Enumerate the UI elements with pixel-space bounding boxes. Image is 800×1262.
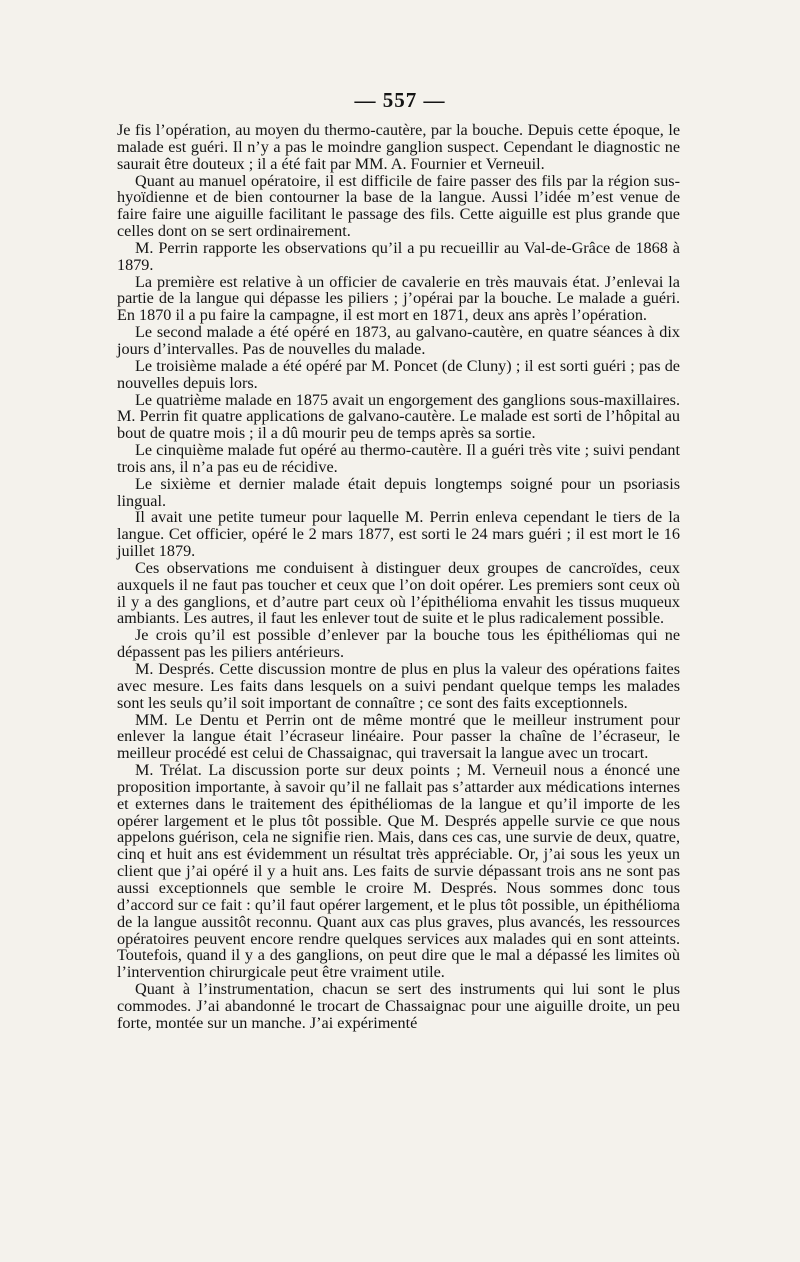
paragraph: Je fis l’opération, au moyen du thermo-cautère, par la bouche. Depuis cette époque, le malade est guéri. Il n’y a pas le moindre ganglion suspect. Cependant le diagnostic ne saurait être douteux ; il a été fait par MM. A. Fournier et Verneuil. <box>117 121 680 173</box>
paragraph: Il avait une petite tumeur pour laquelle M. Perrin enleva cependant le tiers de la langue. Cet officier, opéré le 2 mars 1877, est sorti le 24 mars guéri ; il est mort le 16 juillet 1879. <box>117 508 680 561</box>
paragraph: Le cinquième malade fut opéré au thermo-cautère. Il a guéri très vite ; suivi pendant trois ans, il n’a pas eu de récidive. <box>117 441 680 476</box>
paragraph: Quant à l’instrumentation, chacun se sert des instruments qui lui sont le plus commodes. J’ai abandonné le trocart de Chassaignac pour une aiguille droite, un peu forte, montée sur un manche. J’ai expérimenté <box>117 980 680 1032</box>
paragraph: Je crois qu’il est possible d’enlever par la bouche tous les épithéliomas qui ne dépassent pas les piliers antérieurs. <box>117 626 680 662</box>
paragraph: M. Perrin rapporte les observations qu’il a pu recueillir au Val-de-Grâce de 1868 à 1879. <box>117 238 680 274</box>
paragraph: Le second malade a été opéré en 1873, au galvano-cautère, en quatre séances à dix jours d’intervalles. Pas de nouvelles du malade. <box>117 323 680 358</box>
paragraph: Ces observations me conduisent à distinguer deux groupes de cancroïdes, ceux auxquels il ne faut pas toucher et ceux que l’on doit opérer. Les premiers sont ceux où il y a des ganglions, et d’autre part ceux où l’épithélioma envahit les tissus muqueux ambiants. Les autres, il faut les enlever tout de suite et le plus radicalement possible. <box>117 558 680 628</box>
paragraph: Le troisième malade a été opéré par M. Poncet (de Cluny) ; il est sorti guéri ; pas de nouvelles depuis lors. <box>117 356 680 392</box>
body-text <box>117 122 680 1032</box>
paragraph: Le sixième et dernier malade était depuis longtemps soigné pour un psoriasis lingual. <box>117 474 680 510</box>
paragraph: La première est relative à un officier de cavalerie en très mauvais état. J’enlevai la partie de la langue qui dépasse les piliers ; j’opérai par la bouche. Le malade a guéri. En 1870 il a pu faire la campagne, il est mort en 1871, deux ans après l’opération. <box>117 272 680 325</box>
paragraph: MM. Le Dentu et Perrin ont de même montré que le meilleur instrument pour enlever la langue était l’écraseur linéaire. Pour passer la chaîne de l’écraseur, le meilleur procédé est celui de Chassaignac, qui traversait la langue avec un trocart. <box>117 710 680 763</box>
page-number: — 557 — <box>354 88 446 112</box>
paragraph: M. Trélat. La discussion porte sur deux points ; M. Verneuil nous a énoncé une proposition importante, à savoir qu’il ne fallait pas s’attarder aux médications internes et externes dans le traitement des épithéliomas de la langue et qu’il importe de les opérer largement et le plus tôt possible. Que M. Després appelle survie ce que nous appelons guérison, cela ne signifie rien. Mais, dans ces cas, une survie de deux, quatre, cinq et huit ans est évidemment un résultat très appréciable. Or, j’ai sous les yeux un client que j’ai opéré il y a huit ans. Les faits de survie dépassant trois ans ne sont pas aussi exceptionnels que semble le croire M. Després. Nous sommes donc tous d’accord sur ce fait : qu’il faut opérer largement, et le plus tôt possible, un épithélioma de la langue aussitôt reconnu. Quant aux cas plus graves, plus avancés, les ressources opératoires peuvent encore rendre quelques services aux malades qui en sont atteints. Toutefois, quand il y a des ganglions, on peut dire que le mal a dépassé les limites où l’intervention chirurgicale peut être vraiment utile. <box>117 761 680 982</box>
paragraph: M. Després. Cette discussion montre de plus en plus la valeur des opérations faites avec mesure. Les faits dans lesquels on a suivi pendant quelque temps les malades sont les seuls qu’il soit important de connaître ; ce sont des faits exceptionnels. <box>117 660 680 712</box>
paragraph: Quant au manuel opératoire, il est difficile de faire passer des fils par la région sus-hyoïdienne et de bien contourner la base de la langue. Aussi l’idée m’est venue de faire faire une aiguille facilitant le passage des fils. Cette aiguille est plus grande que celles dont on se sert ordinairement. <box>117 171 680 241</box>
paragraph: Le quatrième malade en 1875 avait un engorgement des ganglions sous-maxillaires. M. Perrin fit quatre applications de galvano-cautère. Le malade est sorti de l’hôpital au bout de quatre mois ; il a dû mourir peu de temps après sa sortie. <box>117 390 680 443</box>
